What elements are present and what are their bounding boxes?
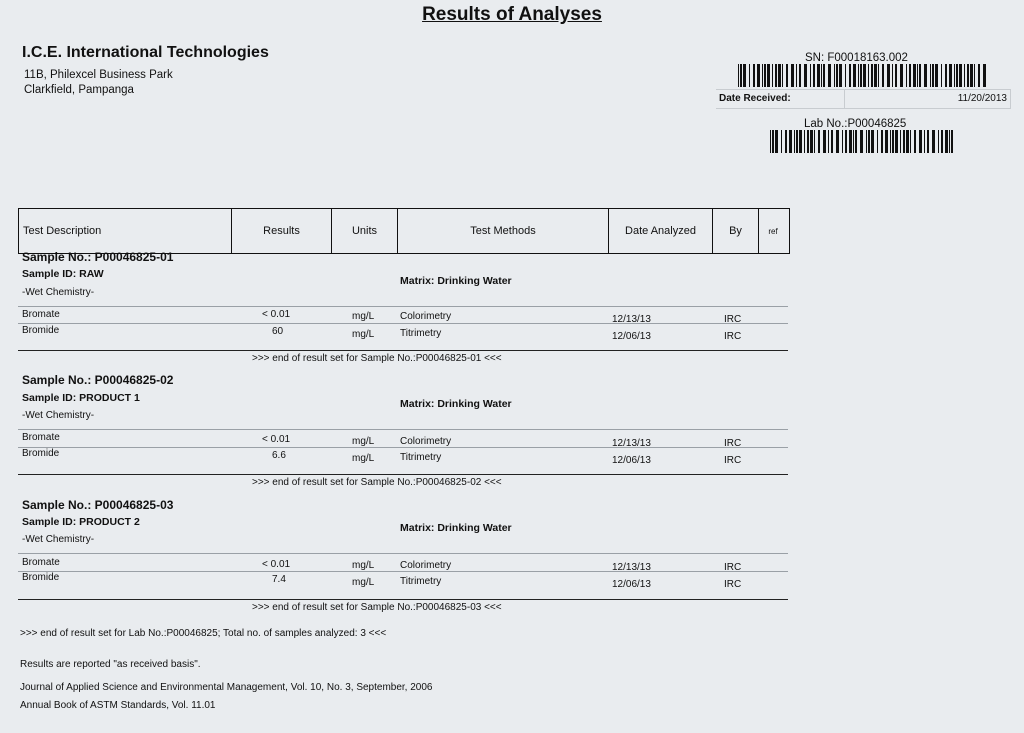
table-cell-method: Colorimetry (400, 436, 452, 447)
sample-category: -Wet Chemistry- (22, 287, 95, 298)
sample-matrix: Matrix: Drinking Water (400, 398, 512, 410)
sample-category: -Wet Chemistry- (22, 410, 95, 421)
date-received-value: 11/20/2013 (957, 93, 1007, 104)
table-cell-date: 12/06/13 (612, 455, 651, 466)
sample-id: Sample ID: RAW (22, 268, 104, 280)
table-cell-result: 60 (272, 326, 284, 337)
table-cell-test: Bromate (22, 309, 60, 320)
header-ref: ref (768, 226, 778, 236)
header-test-methods: Test Methods (398, 209, 609, 253)
table-cell-by: IRC (724, 455, 742, 466)
table-cell-date: 12/13/13 (612, 314, 651, 325)
sample-number: Sample No.: P00046825-03 (22, 498, 174, 512)
table-cell-units: mg/L (352, 311, 375, 322)
reference-astm: Annual Book of ASTM Standards, Vol. 11.01 (20, 700, 216, 711)
table-cell-date: 12/06/13 (612, 331, 651, 342)
sample-number: Sample No.: P00046825-01 (22, 250, 174, 264)
table-cell-date: 12/06/13 (612, 579, 651, 590)
table-cell-by: IRC (724, 314, 742, 325)
lab-end-line: >>> end of result set for Lab No.:P00046825; Total no. of samples analyzed: 3 <<< (20, 628, 387, 639)
table-cell-units: mg/L (352, 436, 375, 447)
lab-number: Lab No.:P00046825 (804, 118, 907, 130)
table-cell-result: < 0.01 (262, 434, 291, 445)
table-cell-date: 12/13/13 (612, 562, 651, 573)
table-cell-method: Colorimetry (400, 560, 452, 571)
table-cell-units: mg/L (352, 560, 375, 571)
table-cell-by: IRC (724, 438, 742, 449)
table-cell-test: Bromide (22, 325, 60, 336)
table-cell-test: Bromide (22, 448, 60, 459)
table-cell-result: 7.4 (272, 574, 286, 585)
sample-end-line: >>> end of result set for Sample No.:P00046825-01 <<< (252, 353, 502, 364)
sample-end-line: >>> end of result set for Sample No.:P00046825-03 <<< (252, 602, 502, 613)
serial-number: SN: F00018163.002 (805, 52, 908, 64)
table-cell-test: Bromate (22, 432, 60, 443)
table-cell-method: Titrimetry (400, 328, 442, 339)
table-cell-units: mg/L (352, 329, 375, 340)
table-cell-method: Titrimetry (400, 452, 442, 463)
header-units: Units (332, 209, 398, 253)
table-cell-units: mg/L (352, 577, 375, 588)
table-cell-test: Bromide (22, 572, 60, 583)
serial-barcode (738, 64, 990, 87)
lab-barcode (770, 130, 958, 153)
report-title: Results of Analyses (422, 4, 602, 25)
table-cell-test: Bromate (22, 557, 60, 568)
company-address-line1: 11B, Philexcel Business Park (24, 69, 173, 81)
sample-end-line: >>> end of result set for Sample No.:P00046825-02 <<< (252, 477, 502, 488)
date-received-row (716, 89, 1011, 109)
header-results: Results (232, 209, 332, 253)
table-cell-by: IRC (724, 562, 742, 573)
table-cell-units: mg/L (352, 453, 375, 464)
company-address-line2: Clarkfield, Pampanga (24, 84, 134, 96)
results-note: Results are reported "as received basis". (20, 659, 201, 670)
table-cell-result: < 0.01 (262, 309, 291, 320)
sample-matrix: Matrix: Drinking Water (400, 522, 512, 534)
sample-category: -Wet Chemistry- (22, 534, 95, 545)
header-date-analyzed: Date Analyzed (609, 209, 713, 253)
table-cell-method: Colorimetry (400, 311, 452, 322)
company-name: I.C.E. International Technologies (22, 44, 269, 61)
header-by: By (713, 209, 759, 253)
table-cell-method: Titrimetry (400, 576, 442, 587)
sample-matrix: Matrix: Drinking Water (400, 275, 512, 287)
date-received-label: Date Received: (719, 93, 791, 104)
table-cell-by: IRC (724, 331, 742, 342)
sample-id: Sample ID: PRODUCT 2 (22, 516, 140, 528)
header-test-description: Test Description (19, 209, 232, 253)
table-cell-date: 12/13/13 (612, 438, 651, 449)
sample-id: Sample ID: PRODUCT 1 (22, 392, 140, 404)
table-header (18, 208, 790, 254)
sample-number: Sample No.: P00046825-02 (22, 373, 174, 387)
reference-journal: Journal of Applied Science and Environmental Management, Vol. 10, No. 3, September, 2006 (20, 682, 433, 693)
table-cell-by: IRC (724, 579, 742, 590)
table-cell-result: 6.6 (272, 450, 286, 461)
table-cell-result: < 0.01 (262, 559, 291, 570)
